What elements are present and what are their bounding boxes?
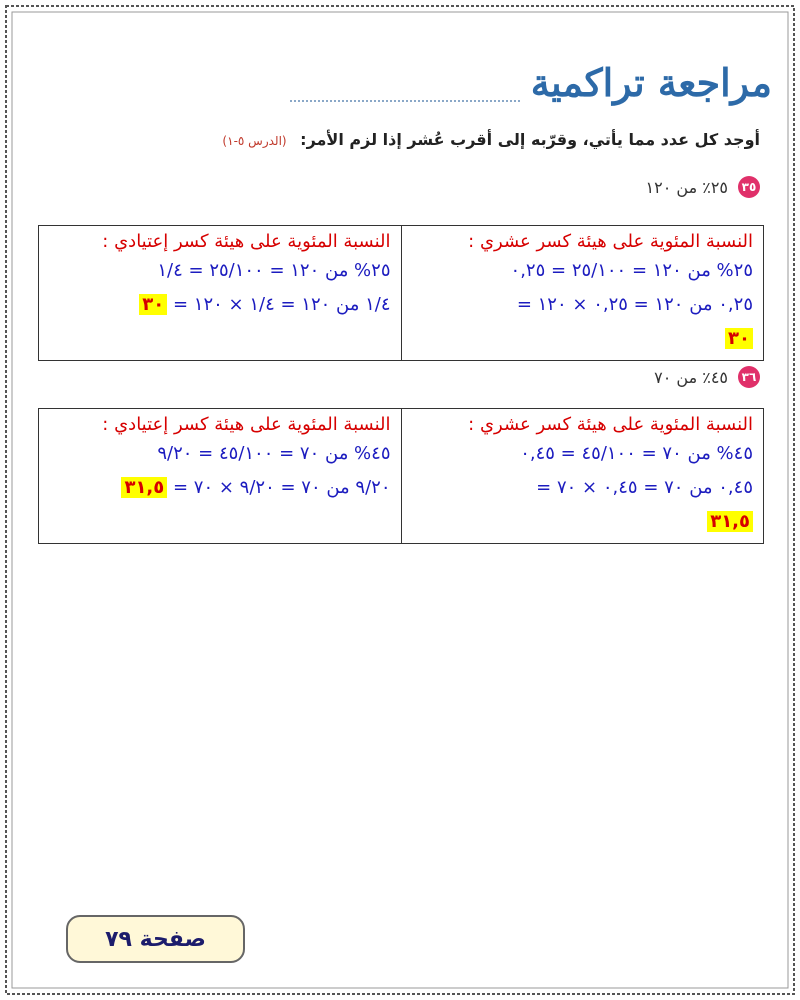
lesson-reference: (الدرس ٥-١) [222,134,287,148]
page-number-label: صفحة ٧٩ [66,915,245,963]
fraction-step-1: ٤٥% من ٧٠ = ٤٥/١٠٠ = ٩/٢٠ [157,443,391,464]
fraction-method-heading: النسبة المئوية على هيئة كسر إعتيادي : [102,231,391,252]
problem-statement: ٢٥٪ من ١٢٠ [645,177,728,197]
decimal-method-cell [401,226,764,361]
solution-table-35 [38,225,764,361]
fraction-answer: ٣٠ [139,294,167,315]
fraction-step-2: ١/٤ من ١٢٠ = ١/٤ × ١٢٠ = [172,294,391,315]
instruction-text: أوجد كل عدد مما يأتي، وقرّبه إلى أقرب عُشر إذا لزم الأمر: [300,130,760,149]
instruction [222,130,760,149]
fraction-step-2: ٩/٢٠ من ٧٠ = ٩/٢٠ × ٧٠ = [172,477,391,498]
problem-statement: ٤٥٪ من ٧٠ [654,367,728,387]
problem-number-badge: ٣٥ [738,176,760,198]
decimal-step-2: ٠,٤٥ من ٧٠ = ٠,٤٥ × ٧٠ = [536,477,753,498]
fraction-method-heading: النسبة المئوية على هيئة كسر إعتيادي : [102,414,391,435]
page-title: مراجعة تراكمية [530,60,772,105]
decimal-method-heading: النسبة المئوية على هيئة كسر عشري : [468,414,753,435]
solution-table-36 [38,408,764,544]
decimal-method-heading: النسبة المئوية على هيئة كسر عشري : [468,231,753,252]
fraction-answer: ٣١,٥ [121,477,167,498]
decimal-step-1: ٢٥% من ١٢٠ = ٢٥/١٠٠ = ٠,٢٥ [510,260,753,281]
fraction-method-cell [39,226,402,361]
problem-36 [654,366,760,388]
fraction-method-cell [39,409,402,544]
title-divider [290,100,520,102]
decimal-step-1: ٤٥% من ٧٠ = ٤٥/١٠٠ = ٠,٤٥ [520,443,753,464]
decimal-answer: ٣٠ [725,328,753,349]
fraction-step-1: ٢٥% من ١٢٠ = ٢٥/١٠٠ = ١/٤ [157,260,391,281]
problem-35 [646,176,760,198]
decimal-step-2: ٠,٢٥ من ١٢٠ = ٠,٢٥ × ١٢٠ = [516,294,753,315]
decimal-method-cell [401,409,764,544]
problem-number-badge: ٣٦ [738,366,760,388]
decimal-answer: ٣١,٥ [707,511,753,532]
